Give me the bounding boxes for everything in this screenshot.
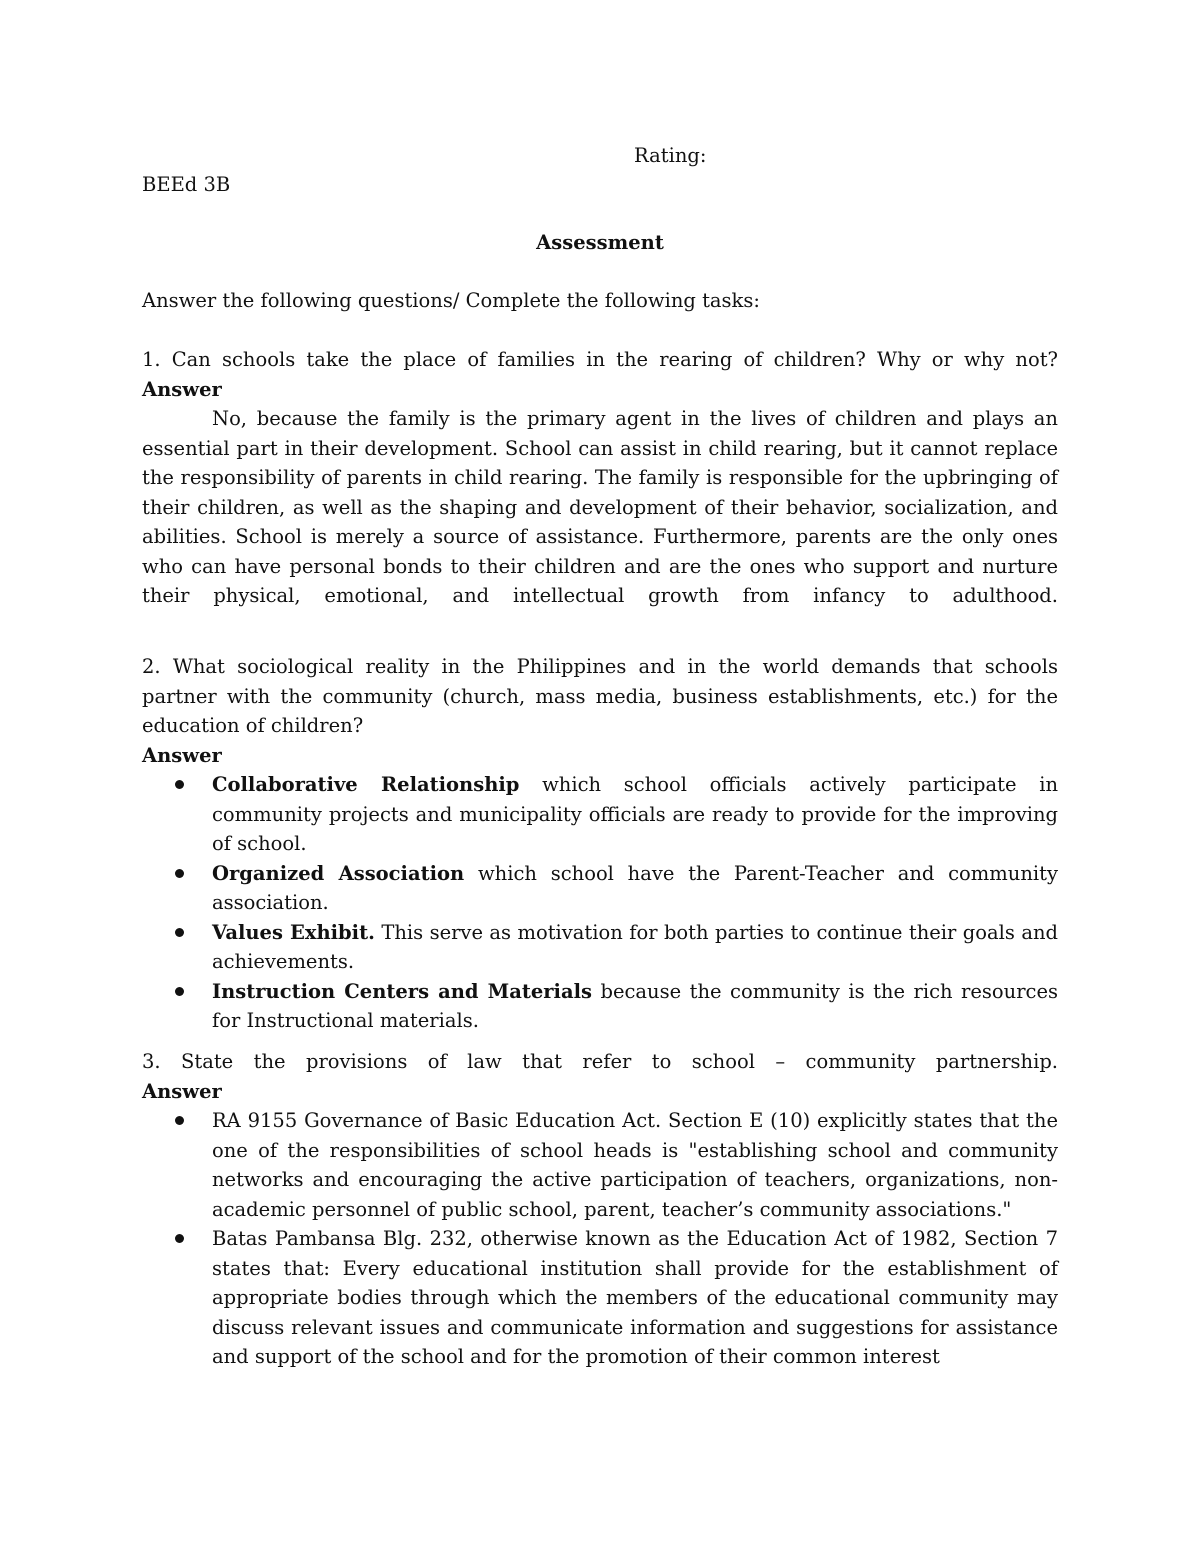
list-item-text: because the community is the rich resources for Instructional materials. [212, 979, 1058, 1032]
section-label: BEEd 3B [142, 173, 231, 196]
bullet-icon [175, 987, 184, 996]
question-2-text: 2. What sociological reality in the Philippines and in the world demands that schools partner with the community (church, mass media, business establishments, etc.) for the education of children? [142, 655, 1058, 737]
question-2-block [142, 652, 1058, 1036]
question-2-answer-label: Answer [142, 743, 222, 767]
question-1-text: 1. Can schools take the place of families in the rearing of children? Why or why not? [142, 348, 1058, 371]
bullet-icon [175, 928, 184, 937]
question-1-answer-label: Answer [142, 377, 222, 401]
bullet-icon [175, 869, 184, 878]
list-item [142, 918, 1058, 977]
question-3-answer-label: Answer [142, 1079, 222, 1103]
list-item-text: This serve as motivation for both parties to continue their goals and achievements. [212, 920, 1058, 973]
list-item-text: Batas Pambansa Blg. 232, otherwise known as the Education Act of 1982, Section 7 states that: Every educational institution shall provide for the establishment of appropriate bodies through which the members of the educational community may discuss relevant issues and communicate information and suggestions for assistance and support of the school and for the promotion of their common interest [212, 1227, 1058, 1368]
list-item-text: which school have the Parent-Teacher and community association. [212, 861, 1058, 914]
list-item-term: Collaborative Relationship [212, 773, 520, 796]
list-item [142, 1106, 1058, 1224]
list-item [142, 859, 1058, 918]
instructions: Answer the following questions/ Complete the following tasks: [142, 289, 760, 312]
rating-label: Rating: [634, 144, 707, 167]
list-item [142, 770, 1058, 859]
list-item-term: Instruction Centers and Materials [212, 979, 592, 1003]
bullet-icon [175, 780, 184, 789]
question-1-block [142, 345, 1058, 611]
question-3-answer-list [142, 1106, 1058, 1372]
list-item [142, 1224, 1058, 1372]
question-3-block [142, 1047, 1058, 1372]
question-2-answer-list [142, 770, 1058, 1036]
page-title: Assessment [536, 231, 664, 254]
list-item-term: Organized Association [212, 861, 465, 885]
question-1-answer-text: No, because the family is the primary agent in the lives of children and plays an essential part in their development. School can assist in child rearing, but it cannot replace the responsibility of parents in child rearing. The family is responsible for the upbringing of their children, as well as the shaping and development of their behavior, socialization, and abilities. School is merely a source of assistance. Furthermore, parents are the only ones who can have personal bonds to their children and are the ones who support and nurture their physical, emotional, and intellectual growth from infancy to adulthood. [142, 407, 1058, 607]
bullet-icon [175, 1116, 184, 1125]
list-item-text: RA 9155 Governance of Basic Education Act. Section E (10) explicitly states that the one of the responsibilities of school heads is "establishing school and community networks and encouraging the active participation of teachers, organizations, non-academic personnel of public school, parent, teacher’s community associations." [212, 1109, 1058, 1221]
list-item-term: Values Exhibit. [212, 920, 375, 944]
list-item-text: which school officials actively participate in community projects and municipality officials are ready to provide for the improving of school. [212, 773, 1058, 855]
bullet-icon [175, 1234, 184, 1243]
question-3-text: 3. State the provisions of law that refer to school – community partnership. [142, 1050, 1058, 1073]
list-item [142, 977, 1058, 1036]
